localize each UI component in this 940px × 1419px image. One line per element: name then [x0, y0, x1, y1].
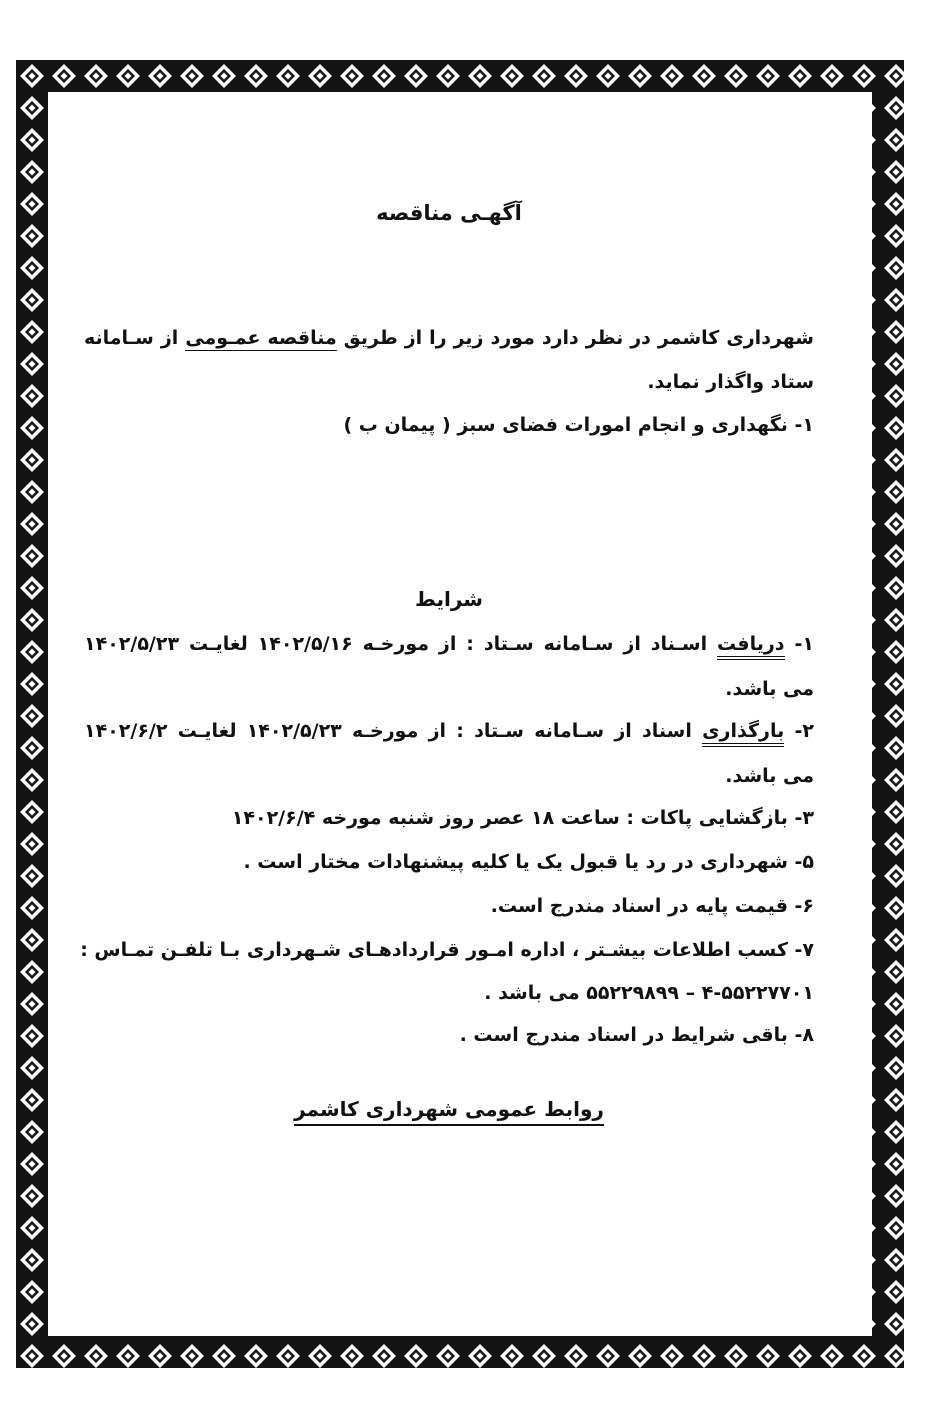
- condition-2-continuation: می باشد.: [725, 765, 814, 787]
- public-relations-signature: روابط عمومی شهرداری کاشمر: [294, 1097, 604, 1126]
- condition-3: ۳- بازگشایی پاکات : ساعت ۱۸ عصر روز شنبه مورخه ۱۴۰۲/۶/۴: [231, 807, 814, 829]
- condition-2-underlined: بارگذاری: [702, 720, 784, 747]
- notice-content: [80, 0, 814, 1419]
- condition-7-phones: ۴-۵۵۲۲۷۷۰۱ – ۵۵۲۲۹۸۹۹ می باشد .: [484, 982, 814, 1004]
- intro-text-b: از سـامانه: [84, 327, 186, 349]
- condition-7: ۷- کسب اطلاعات بیشـتر ، اداره امـور قراردادهـای شـهرداری بـا تلفـن تمـاس :: [80, 939, 814, 961]
- condition-1-continuation: می باشد.: [725, 678, 814, 700]
- notice-item-1: ۱- نگهداری و انجام امورات فضای سبز ( پیمان ب ): [343, 414, 814, 436]
- condition-1-underlined: دریافت: [717, 633, 785, 660]
- condition-6: ۶- قیمت پایه در اسناد مندرج است.: [490, 895, 814, 917]
- condition-1-text: اسـناد از سـامانه سـتاد : از مورخـه ۱۴۰۲/۵/۱۶ لغایـت ۱۴۰۲/۵/۲۳: [84, 633, 718, 655]
- intro-text-a: شهرداری کاشمر در نظر دارد مورد زیر را از طریق: [336, 327, 814, 349]
- condition-5: ۵- شهرداری در رد یا قبول یک یا کلیه پیشنهادات مختار است .: [243, 851, 814, 873]
- notice-title: آگهـی مناقصه: [376, 201, 522, 225]
- intro-underlined: مناقصه عمـومی: [185, 327, 337, 349]
- condition-8: ۸- باقی شرایط در اسناد مندرج است .: [459, 1024, 814, 1046]
- condition-1-number: ۱-: [784, 633, 814, 655]
- condition-2: [84, 718, 814, 744]
- condition-1: [84, 631, 814, 657]
- condition-2-number: ۲-: [784, 720, 814, 742]
- signature-line: [84, 1096, 814, 1123]
- intro-line-1: [84, 325, 814, 351]
- conditions-heading: شرایط: [415, 587, 483, 611]
- intro-line-2: ستاد واگذار نماید.: [647, 371, 814, 393]
- condition-2-text: اسناد از سـامانه سـتاد : از مورخـه ۱۴۰۲/۵/۲۳ لغایـت ۱۴۰۲/۶/۲: [84, 720, 703, 742]
